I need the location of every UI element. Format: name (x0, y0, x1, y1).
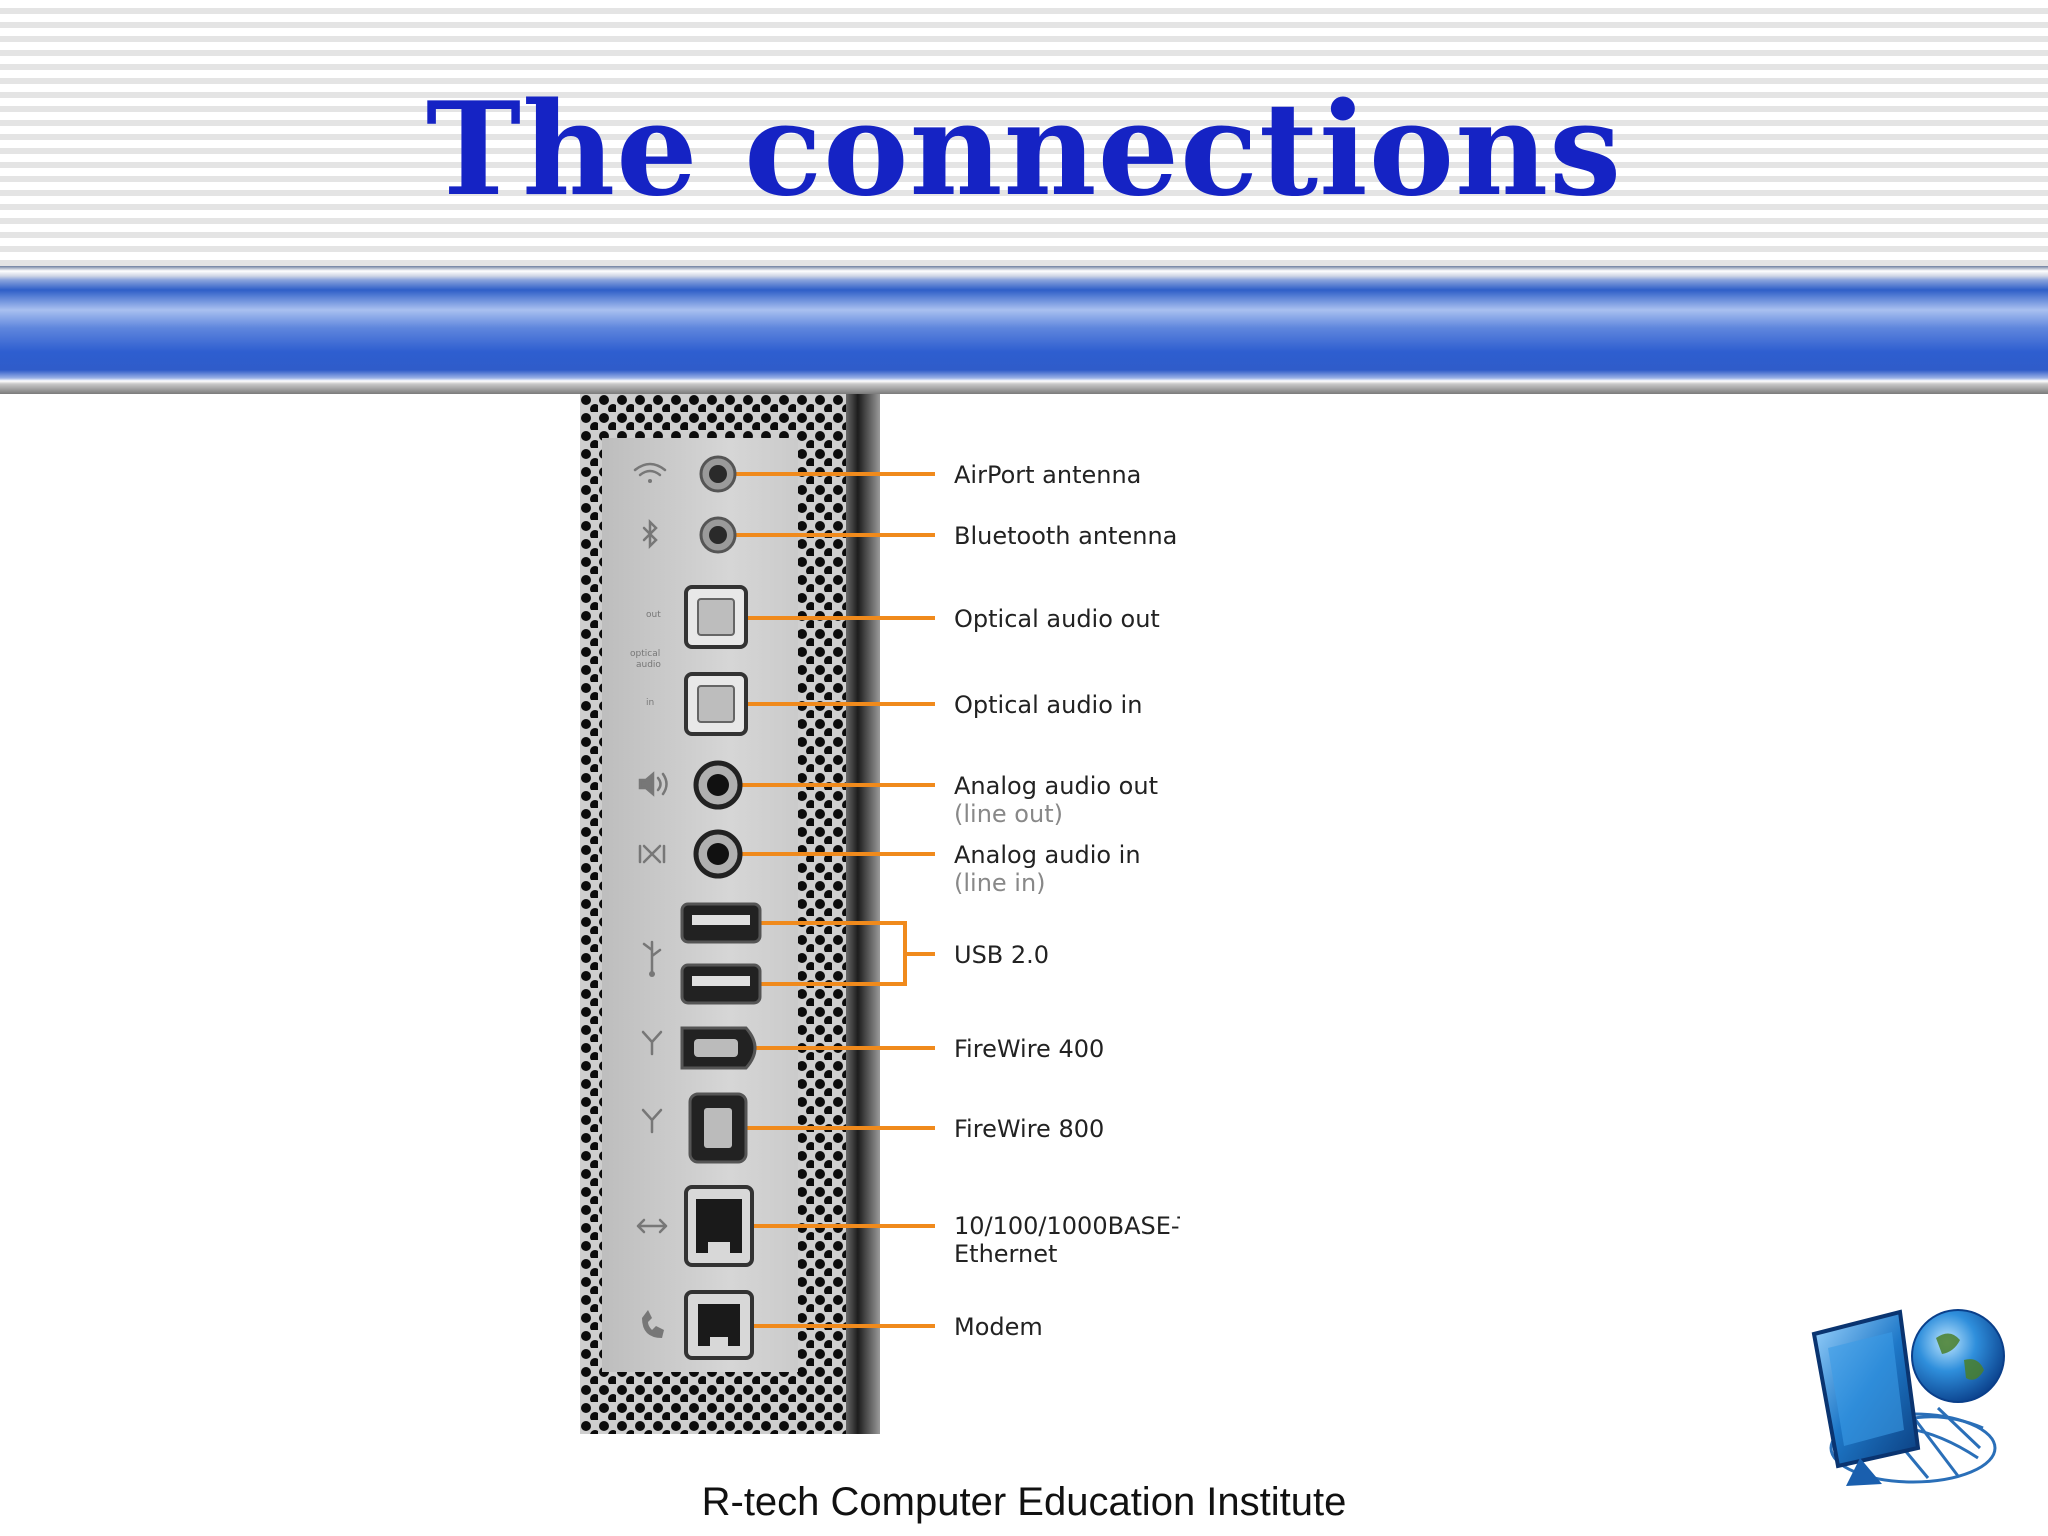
firewire-400-port (682, 1028, 755, 1068)
label-firewire-800: FireWire 800 (954, 1115, 1105, 1143)
optical-audio-in-port (686, 674, 746, 734)
panel-edge (846, 394, 880, 1434)
label-ethernet: 10/100/1000BASE-T (954, 1212, 1180, 1240)
port-mark-optical: optical (630, 649, 661, 659)
panel-perforation-bottom (580, 1372, 846, 1434)
label-analog-audio-out-sub: (line out) (954, 800, 1063, 828)
firewire-800-port (690, 1094, 746, 1162)
label-analog-audio-out: Analog audio out (954, 772, 1158, 800)
label-ethernet-sub: Ethernet (954, 1240, 1058, 1268)
panel-perforation-left (580, 394, 602, 1434)
port-mark-in: in (646, 698, 655, 708)
label-firewire-400: FireWire 400 (954, 1035, 1105, 1063)
label-optical-audio-out: Optical audio out (954, 605, 1160, 633)
bluetooth-antenna-port (701, 518, 735, 552)
airport-antenna-port (701, 457, 735, 491)
connections-diagram (580, 394, 1180, 1434)
label-analog-audio-in-sub: (line in) (954, 869, 1046, 897)
header-bar (0, 266, 2048, 394)
globe-computer-logo (1808, 1298, 2008, 1488)
panel-perforation-right (798, 394, 846, 1434)
usb-port-2 (682, 965, 760, 1003)
optical-audio-out-port (686, 587, 746, 647)
port-mark-audio: audio (636, 660, 661, 670)
label-analog-audio-in: Analog audio in (954, 841, 1141, 869)
slide-title: The connections (425, 75, 1623, 225)
label-bluetooth-antenna: Bluetooth antenna (954, 522, 1178, 550)
usb-port-1 (682, 904, 760, 942)
label-modem: Modem (954, 1313, 1043, 1341)
analog-audio-in-port (696, 832, 740, 876)
port-mark-out: out (646, 610, 661, 620)
ethernet-port (686, 1187, 752, 1265)
label-optical-audio-in: Optical audio in (954, 691, 1143, 719)
label-airport-antenna: AirPort antenna (954, 461, 1142, 489)
slide-footer: R-tech Computer Education Institute (701, 1480, 1347, 1524)
panel-perforation-top (580, 394, 846, 438)
label-usb: USB 2.0 (954, 941, 1050, 969)
analog-audio-out-port (696, 763, 740, 807)
modem-port (686, 1292, 752, 1358)
